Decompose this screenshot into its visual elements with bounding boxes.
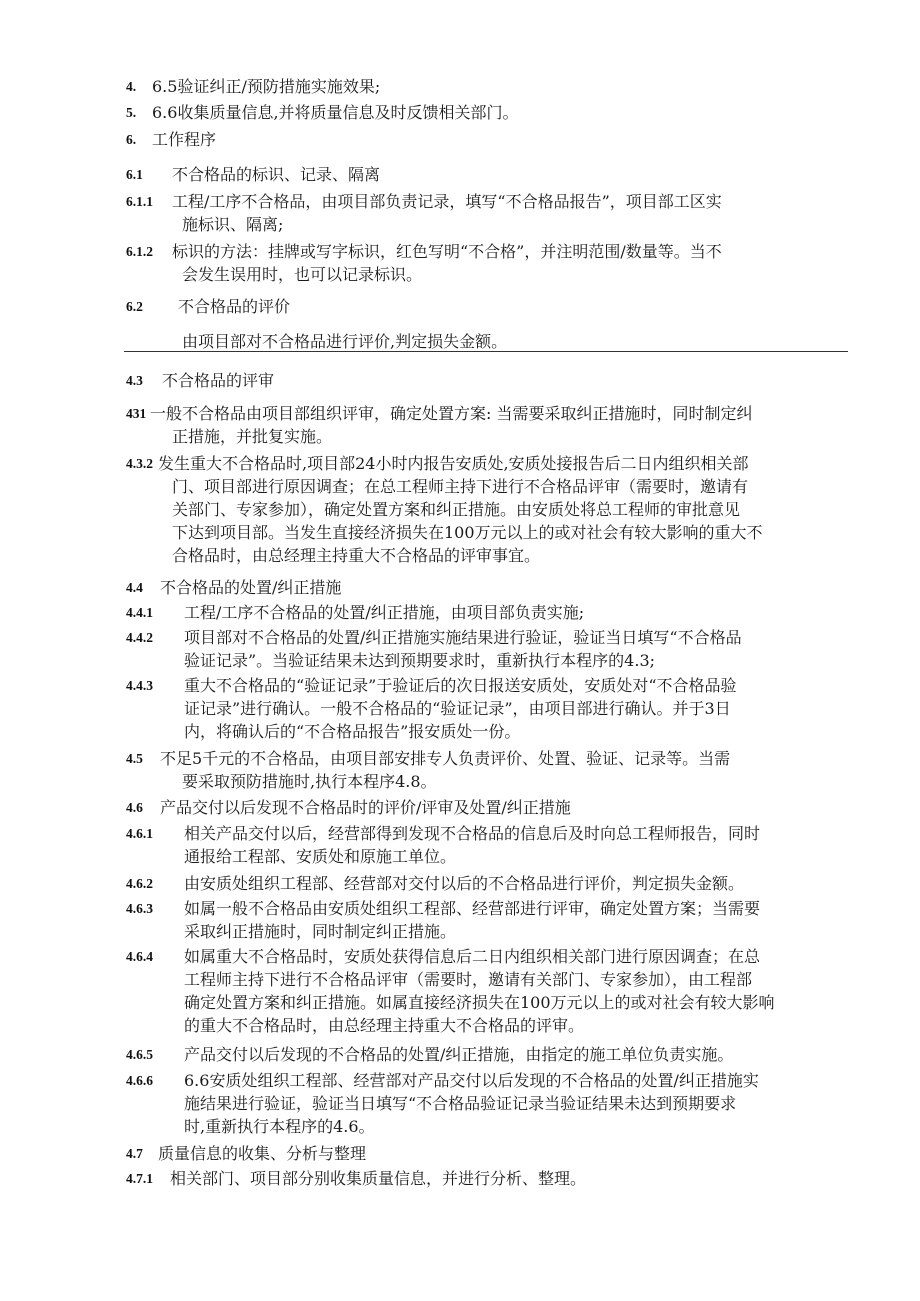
item-text: 一般不合格品由项目部组织评审，确定处置方案: 当需要采取纠正措施时，同时制定纠 [150,404,753,423]
section-heading: 工作程序 [152,130,217,149]
list-item [126,626,856,672]
list-item [126,128,856,151]
item-number: 6.2 [126,299,143,314]
item-text: 工程/工序不合格品的处置/纠正措施，由项目部负责实施; [184,603,585,622]
item-number: 4.6.5 [126,1047,153,1062]
item-text: 由项目部对不合格品进行评价,判定损失金额。 [182,332,508,351]
item-number: 4.3.2 [126,456,153,471]
divider [124,351,848,352]
section-heading [126,796,856,819]
item-text-cont: 确定处置方案和纠正措施。如属直接经济损失在100万元以上的或对社会有较大影响 [184,993,775,1012]
section-heading [126,295,856,318]
list-item [126,897,856,943]
item-text-cont: 的重大不合格品时，由总经理主持重大不合格品的评审。 [184,1016,585,1035]
item-text: 不足5千元的不合格品，由项目部安排专人负责评价、处置、验证、记录等。当需 [160,749,731,768]
section-heading [126,576,856,599]
item-number: 6.1.1 [126,194,153,209]
item-number: 4. [126,79,137,94]
list-item [126,101,856,124]
item-number: 6. [126,132,137,147]
item-text: 6.6安质处组织工程部、经营部对产品交付以后发现的不合格品的处置/纠正措施实 [184,1071,759,1090]
list-item [126,240,856,286]
list-item [126,190,856,236]
item-text: 重大不合格品的“验证记录”于验证后的次日报送安质处，安质处对“不合格品验 [184,676,737,695]
item-number: 4.6.2 [126,876,153,891]
section-heading [126,369,856,392]
item-text: 产品交付以后发现不合格品时的评价/评审及处置/纠正措施 [160,798,571,817]
item-number: 4.4.2 [126,630,153,645]
section-heading [126,163,856,186]
list-item [126,1069,856,1138]
list-item [126,1043,856,1066]
item-text: 产品交付以后发现的不合格品的处置/纠正措施，由指定的施工单位负责实施。 [184,1045,734,1064]
item-number: 6.1.2 [126,244,153,259]
list-item [126,945,856,1037]
item-text: 不合格品的评价 [178,297,291,316]
item-text: 发生重大不合格品时,项目部24小时内报告安质处,安质处接报告后二日内组织相关部 [158,454,749,473]
list-item [126,747,856,793]
item-text: 质量信息的收集、分析与整理 [158,1144,367,1163]
item-number: 4.3 [126,373,143,388]
item-text-cont: 会发生误用时，也可以记录标识。 [182,265,423,284]
list-item [126,822,856,868]
item-text-cont: 下达到项目部。当发生直接经济损失在100万元以上的或对社会有较大影响的重大不 [172,523,763,542]
item-number: 4.6.3 [126,901,153,916]
list-item [126,872,856,895]
item-number: 4.7 [126,1146,143,1161]
item-number: 4.4.3 [126,678,153,693]
item-text: 项目部对不合格品的处置/纠正措施实施结果进行验证，验证当日填写“不合格品 [184,628,742,647]
item-text: 6.6收集质量信息,并将质量信息及时反馈相关部门。 [152,103,519,122]
item-text-cont: 门、项目部进行原因调查；在总工程师主持下进行不合格品评审（需要时，邀请有 [172,477,749,496]
item-text-cont: 关部门、专家参加），确定处置方案和纠正措施。由安质处将总工程师的审批意见 [172,500,741,519]
item-text: 工程/工序不合格品，由项目部负责记录，填写“不合格品报告”，项目部工区实 [172,192,722,211]
item-text: 如属一般不合格品由安质处组织工程部、经营部进行评审，确定处置方案；当需要 [184,899,761,918]
list-item [126,601,856,624]
list-item [126,402,856,448]
item-text-cont: 内，将确认后的“不合格品报告”报安质处一份。 [184,722,521,741]
item-text: 相关产品交付以后，经营部得到发现不合格品的信息后及时向总工程师报告，同时 [184,824,761,843]
item-text: 相关部门、项目部分别收集质量信息，并进行分析、整理。 [170,1169,587,1188]
item-number: 4.4.1 [126,605,153,620]
item-text-cont: 时,重新执行本程序的4.6。 [184,1117,375,1136]
item-text-cont: 施结果进行验证，验证当日填写“不合格品验证记录当验证结果未达到预期要求 [184,1094,737,1113]
list-item [126,674,856,743]
item-text-cont: 验证记录”。当验证结果未达到预期要求时，重新执行本程序的4.3; [184,651,656,670]
item-text-cont: 要采取预防措施时,执行本程序4.8。 [182,772,437,791]
item-number: 4.6.6 [126,1073,153,1088]
item-number: 6.1 [126,167,143,182]
item-text-cont: 证记录”进行确认。一般不合格品的“验证记录”，由项目部进行确认。并于3日 [184,699,731,718]
item-text: 标识的方法：挂牌或写字标识，红色写明“不合格”，并注明范围/数量等。当不 [172,242,722,261]
item-number: 4.5 [126,751,143,766]
item-text: 由安质处组织工程部、经营部对交付以后的不合格品进行评价，判定损失金额。 [184,874,745,893]
paragraph [126,330,856,353]
item-number: 4.7.1 [126,1171,153,1186]
item-text: 6.5验证纠正/预防措施实施效果; [152,77,381,96]
item-text-cont: 通报给工程部、安质处和原施工单位。 [184,847,457,866]
item-number: 4.6.1 [126,826,153,841]
item-text: 不合格品的处置/纠正措施 [160,578,342,597]
item-text-cont: 施标识、隔离; [182,215,284,234]
item-number: 4.6.4 [126,949,153,964]
section-heading [126,1142,856,1165]
list-item [126,75,856,98]
item-text: 不合格品的评审 [162,371,275,390]
item-text-cont: 正措施，并批复实施。 [172,427,333,446]
list-item [126,452,856,567]
item-number: 4.4 [126,580,143,595]
item-number: 4.6 [126,800,143,815]
item-text: 如属重大不合格品时，安质处获得信息后二日内组织相关部门进行原因调查；在总 [184,947,761,966]
list-item [126,1167,856,1190]
item-text: 不合格品的标识、记录、隔离 [172,165,381,184]
item-number: 431 [126,406,147,421]
item-text-cont: 采取纠正措施时，同时制定纠正措施。 [184,922,457,941]
item-number: 5. [126,105,137,120]
item-text-cont: 合格品时，由总经理主持重大不合格品的评审事宜。 [172,546,541,565]
item-text-cont: 工程师主持下进行不合格品评审（需要时，邀请有关部门、专家参加），由工程部 [184,970,753,989]
